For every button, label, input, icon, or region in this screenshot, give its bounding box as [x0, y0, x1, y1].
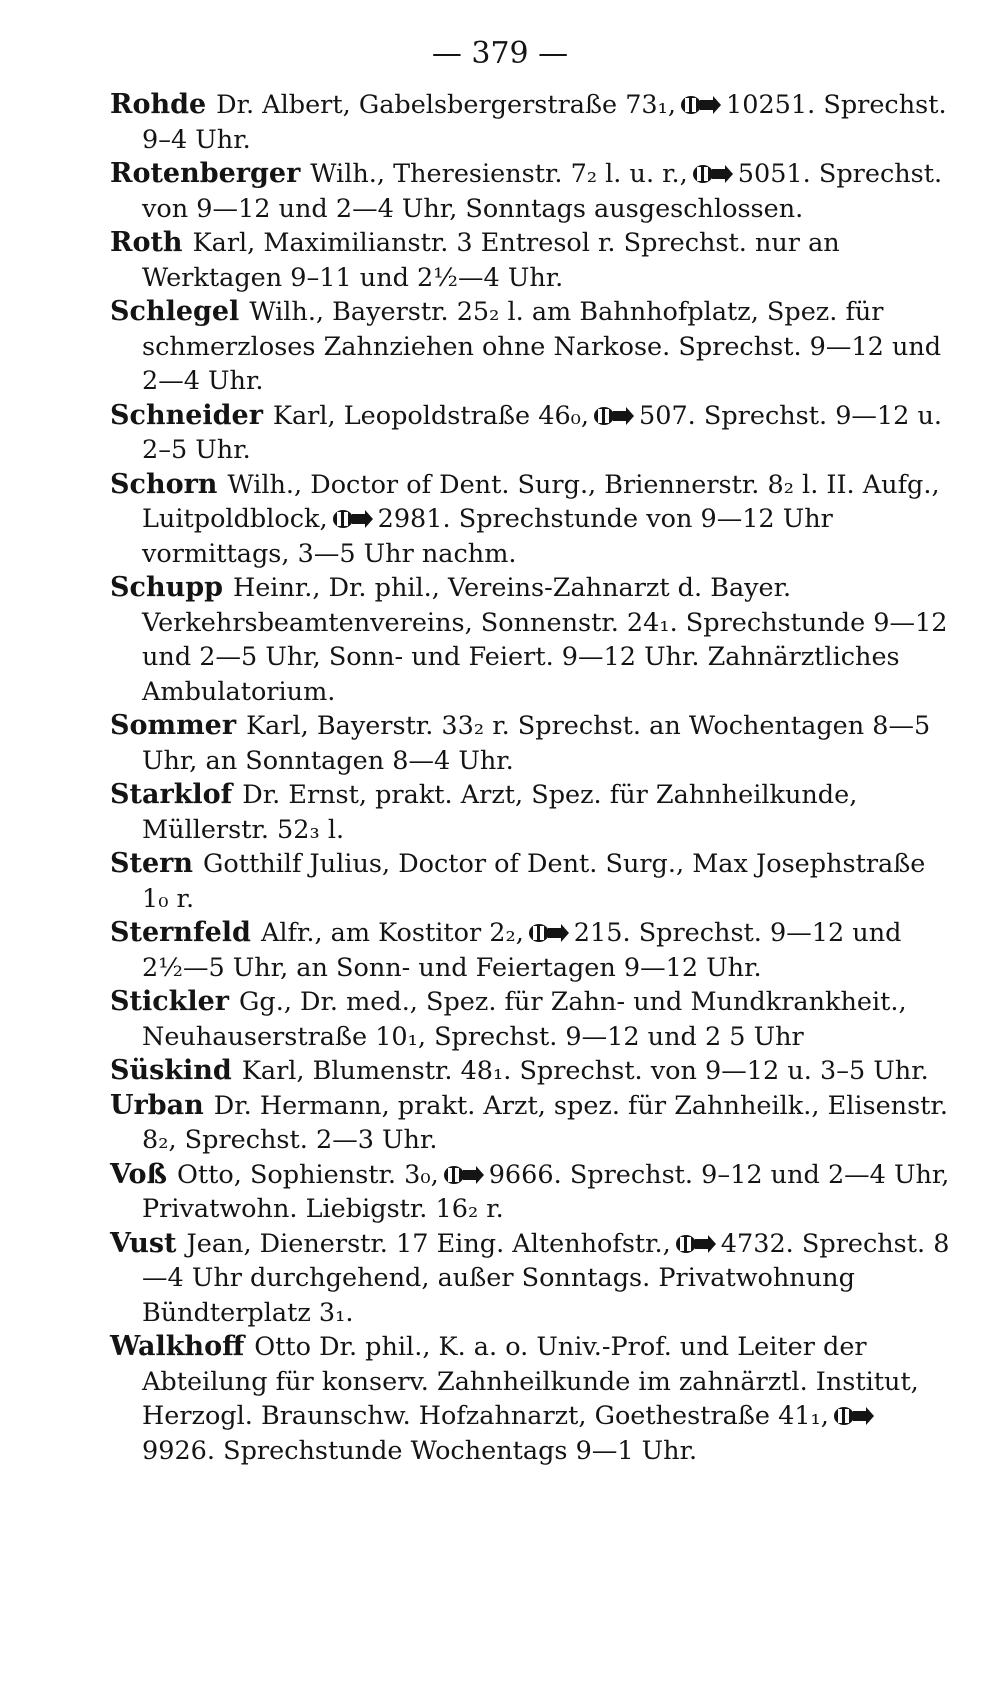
telephone-icon	[528, 923, 570, 943]
entry-text: Karl, Maximilianstr. 3 Entresol r. Sprechst. nur an Werktagen 9–11 und 2½—4 Uhr.	[142, 228, 840, 293]
entry-hours: Sprechst. 9–12 und 2—4 Uhr, Privatwohn. Liebigstr. 16₂ r.	[142, 1159, 950, 1224]
directory-entry	[110, 1089, 950, 1158]
entry-address: Wilh., Theresienstr. 7₂ l. u. r.,	[310, 159, 688, 189]
entry-phone-number: 5051.	[737, 159, 811, 189]
page-number: — 379 —	[431, 36, 569, 71]
entry-name: Urban	[110, 1089, 204, 1121]
directory-entry	[110, 1330, 950, 1468]
entry-address: Dr. Albert, Gabelsbergerstraße 73₁,	[216, 90, 676, 120]
directory-entry	[110, 709, 950, 778]
entry-hours: Sprechstunde von 9—12 Uhr vormittags, 3—5 Uhr nachm.	[142, 504, 833, 569]
entry-phone-number: 4732.	[720, 1228, 794, 1259]
telephone-icon	[332, 509, 374, 529]
telephone-icon	[833, 1406, 875, 1426]
directory-entry	[110, 468, 950, 572]
telephone-icon	[593, 406, 635, 426]
entry-phone-number: 10251.	[726, 90, 816, 120]
directory-entry	[110, 778, 950, 847]
telephone-icon	[675, 1234, 717, 1254]
entry-name: Schneider	[110, 399, 263, 431]
entry-address: Otto Dr. phil., K. a. o. Univ.-Prof. und Leiter der Abteilung für konserv. Zahnheilkunde im zahnärztl. Institut, Herzogl. Braunschw. Hofzahnarzt, Goethestraße 41₁,	[142, 1332, 919, 1431]
entry-name: Starklof	[110, 779, 233, 810]
telephone-icon	[692, 164, 734, 184]
entry-phone-number: 2981.	[377, 504, 451, 534]
entry-text: Gg., Dr. med., Spez. für Zahn- und Mundkrankheit., Neuhauserstraße 10₁, Sprechst. 9—12 und 2 5 Uhr	[142, 987, 907, 1052]
entry-hours: Sprechst. von 9—12 und 2—4 Uhr, Sonntags ausgeschlossen.	[142, 159, 943, 224]
entry-text: Gotthilf Julius, Doctor of Dent. Surg., Max Josephstraße 1₀ r.	[142, 849, 926, 914]
entry-name: Schorn	[110, 468, 218, 500]
dentist-directory-list	[110, 88, 950, 1468]
directory-entry	[110, 88, 950, 157]
entry-name: Rotenberger	[110, 158, 301, 189]
directory-entry	[110, 295, 950, 399]
directory-entry	[110, 1227, 950, 1331]
entry-text: Karl, Blumenstr. 48₁. Sprechst. von 9—12 u. 3–5 Uhr.	[241, 1056, 929, 1086]
directory-entry	[110, 399, 950, 468]
entry-address: Otto, Sophienstr. 3₀,	[177, 1159, 439, 1190]
directory-entry	[110, 157, 950, 226]
directory-entry	[110, 1054, 950, 1089]
entry-text: Heinr., Dr. phil., Vereins-Zahnarzt d. Bayer. Verkehrsbeamtenvereins, Sonnenstr. 24₁. Sprechstunde 9—12 und 2—5 Uhr, Sonn- und Feiert. 9—12 Uhr. Zahnärztliches Ambulatorium.	[142, 573, 948, 707]
directory-entry	[110, 571, 950, 709]
entry-address: Karl, Leopoldstraße 46₀,	[272, 400, 589, 431]
entry-phone-number: 9666.	[488, 1159, 562, 1190]
entry-phone-number: 215.	[573, 918, 631, 948]
entry-name: Stickler	[110, 986, 230, 1017]
entry-hours: Sprechstunde Wochentags 9—1 Uhr.	[223, 1435, 698, 1466]
entry-name: Schupp	[110, 572, 223, 603]
entry-hours: Sprechst. 9—12 und 2½—5 Uhr, an Sonn- und Feiertagen 9—12 Uhr.	[142, 918, 902, 983]
entry-name: Süskind	[110, 1055, 232, 1086]
entry-name: Schlegel	[110, 296, 240, 327]
entry-address: Wilh., Doctor of Dent. Surg., Briennerstr. 8₂ l. II. Aufg., Luitpoldblock,	[142, 469, 940, 534]
entry-name: Sommer	[110, 710, 237, 741]
entry-name: Roth	[110, 227, 183, 258]
entry-address: Alfr., am Kostitor 2₂,	[260, 918, 524, 948]
telephone-icon	[680, 95, 722, 115]
entry-hours: Sprechst. 9—12 u. 2–5 Uhr.	[142, 400, 943, 465]
directory-entry	[110, 985, 950, 1054]
directory-entry	[110, 226, 950, 295]
directory-entry	[110, 1158, 950, 1227]
entry-text: Dr. Hermann, prakt. Arzt, spez. für Zahnheilk., Elisenstr. 8₂, Sprechst. 2—3 Uhr.	[142, 1090, 948, 1155]
entry-text: Karl, Bayerstr. 33₂ r. Sprechst. an Wochentagen 8—5 Uhr, an Sonntagen 8—4 Uhr.	[142, 711, 931, 776]
entry-hours: Sprechst. 9–4 Uhr.	[142, 90, 947, 155]
entry-text: Wilh., Bayerstr. 25₂ l. am Bahnhofplatz, Spez. für schmerzloses Zahnziehen ohne Narkose. Sprechst. 9—12 und 2—4 Uhr.	[142, 297, 942, 396]
telephone-icon	[443, 1165, 485, 1185]
entry-name: Rohde	[110, 89, 207, 120]
entry-phone-number: 9926.	[142, 1435, 216, 1466]
entry-phone-number: 507.	[639, 400, 696, 431]
entry-name: Stern	[110, 848, 194, 879]
entry-name: Sternfeld	[110, 917, 251, 948]
entry-name: Vust	[110, 1227, 177, 1259]
entry-name: Voß	[110, 1158, 167, 1190]
entry-hours: Sprechst. 8—4 Uhr durchgehend, außer Sonntags. Privatwohnung Bündterplatz 3₁.	[142, 1228, 950, 1328]
directory-entry	[110, 916, 950, 985]
entry-name: Walkhoff	[110, 1331, 245, 1362]
directory-entry	[110, 847, 950, 916]
entry-text: Dr. Ernst, prakt. Arzt, Spez. für Zahnheilkunde, Müllerstr. 52₃ l.	[142, 780, 858, 845]
entry-address: Jean, Dienerstr. 17 Eing. Altenhofstr.,	[186, 1228, 671, 1259]
